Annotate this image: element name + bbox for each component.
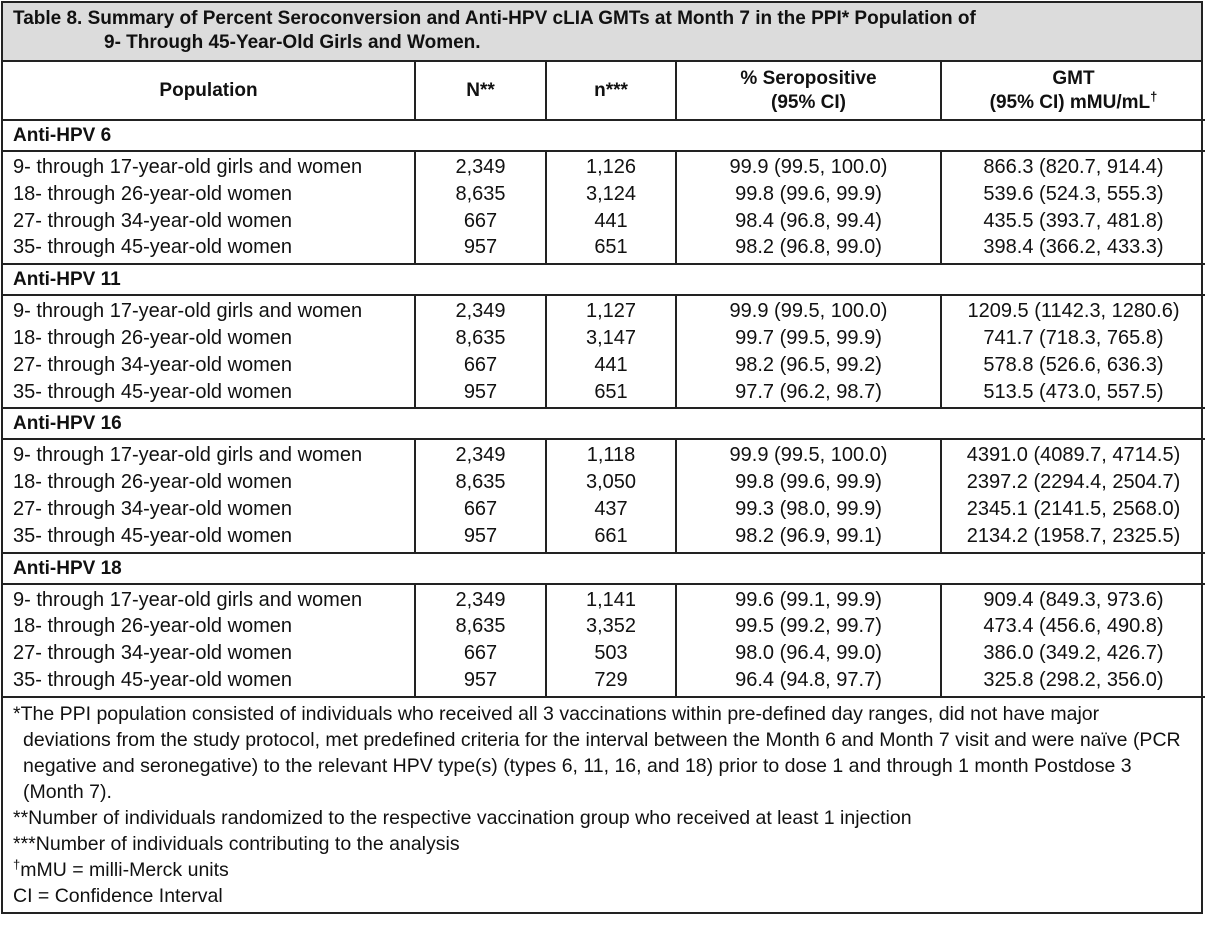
cell-gmt: 2134.2 (1958.7, 2325.5) <box>941 523 1205 553</box>
cell-n-small: 729 <box>546 667 676 697</box>
header-row <box>3 62 1205 120</box>
table-row <box>3 352 1205 379</box>
cell-population: 18- through 26-year-old women <box>3 325 415 352</box>
table-row <box>3 584 1205 614</box>
footnotes <box>3 698 1201 912</box>
cell-population: 27- through 34-year-old women <box>3 208 415 235</box>
table-row <box>3 439 1205 469</box>
cell-population: 35- through 45-year-old women <box>3 523 415 553</box>
cell-population: 35- through 45-year-old women <box>3 379 415 409</box>
cell-seropositive: 98.4 (96.8, 99.4) <box>676 208 941 235</box>
cell-n-big: 8,635 <box>415 181 546 208</box>
cell-n-big: 957 <box>415 523 546 553</box>
cell-n-small: 1,141 <box>546 584 676 614</box>
table-row <box>3 295 1205 325</box>
cell-population: 18- through 26-year-old women <box>3 469 415 496</box>
cell-gmt: 2397.2 (2294.4, 2504.7) <box>966 471 1181 494</box>
header-n-big: N** <box>415 62 546 120</box>
cell-n-big: 2,349 <box>415 439 546 469</box>
table-row <box>3 496 1205 523</box>
header-gmt: GMT (95% CI) mMU/mL† <box>941 62 1205 120</box>
cell-seropositive: 99.9 (99.5, 100.0) <box>676 151 941 181</box>
cell-gmt: 513.5 (473.0, 557.5) <box>941 379 1205 409</box>
seroconversion-table <box>3 62 1205 698</box>
group-label: Anti-HPV 11 <box>3 264 1205 295</box>
cell-gmt: 539.6 (524.3, 555.3) <box>983 182 1164 205</box>
table-row <box>3 151 1205 181</box>
table-title <box>3 3 1201 62</box>
cell-population: 9- through 17-year-old girls and women <box>3 439 415 469</box>
table-row <box>3 208 1205 235</box>
table-title-line2: 9- Through 45-Year-Old Girls and Women. <box>104 32 481 53</box>
table-row <box>3 469 1205 496</box>
cell-population: 18- through 26-year-old women <box>3 181 415 208</box>
cell-gmt: 909.4 (849.3, 973.6) <box>983 588 1164 611</box>
group-label: Anti-HPV 16 <box>3 408 1205 439</box>
cell-n-big: 2,349 <box>415 584 546 614</box>
cell-n-small: 441 <box>546 208 676 235</box>
table-title-line1: Table 8. Summary of Percent Seroconversion and Anti-HPV cLIA GMTs at Month 7 in the PPI* Population of <box>13 8 976 29</box>
footnote-n-big: **Number of individuals randomized to the respective vaccination group who received at least 1 injection <box>13 806 912 829</box>
cell-population: 9- through 17-year-old girls and women <box>3 295 415 325</box>
cell-population: 35- through 45-year-old women <box>3 234 415 264</box>
cell-seropositive: 99.3 (98.0, 99.9) <box>676 496 941 523</box>
table-row <box>3 325 1205 352</box>
cell-population: 27- through 34-year-old women <box>3 496 415 523</box>
cell-seropositive: 98.2 (96.9, 99.1) <box>676 523 941 553</box>
group-header-row <box>3 408 1205 439</box>
cell-seropositive: 99.5 (99.2, 99.7) <box>676 613 941 640</box>
cell-seropositive: 96.4 (94.8, 97.7) <box>676 667 941 697</box>
cell-n-big: 2,349 <box>415 295 546 325</box>
cell-n-small: 661 <box>546 523 676 553</box>
header-seropositive: % Seropositive (95% CI) <box>676 62 941 120</box>
cell-seropositive: 98.0 (96.4, 99.0) <box>676 640 941 667</box>
header-population: Population <box>3 62 415 120</box>
cell-seropositive: 99.8 (99.6, 99.9) <box>676 469 941 496</box>
cell-n-big: 667 <box>415 640 546 667</box>
cell-seropositive: 98.2 (96.8, 99.0) <box>676 234 941 264</box>
table-row <box>3 613 1205 640</box>
cell-n-small: 651 <box>546 379 676 409</box>
cell-population: 9- through 17-year-old girls and women <box>3 151 415 181</box>
table-row <box>3 379 1205 409</box>
cell-gmt: 398.4 (366.2, 433.3) <box>941 234 1205 264</box>
cell-n-big: 2,349 <box>415 151 546 181</box>
cell-n-big: 8,635 <box>415 613 546 640</box>
cell-n-big: 667 <box>415 352 546 379</box>
cell-n-big: 957 <box>415 234 546 264</box>
cell-n-big: 667 <box>415 208 546 235</box>
footnote-n-small: ***Number of individuals contributing to the analysis <box>13 832 460 855</box>
cell-n-big: 957 <box>415 667 546 697</box>
cell-n-small: 1,126 <box>546 151 676 181</box>
cell-seropositive: 98.2 (96.5, 99.2) <box>676 352 941 379</box>
footnote-ci: CI = Confidence Interval <box>13 884 223 907</box>
header-n-small: n*** <box>546 62 676 120</box>
cell-n-small: 651 <box>546 234 676 264</box>
cell-seropositive: 99.8 (99.6, 99.9) <box>676 181 941 208</box>
table-container <box>1 1 1203 914</box>
cell-population: 27- through 34-year-old women <box>3 352 415 379</box>
table-row <box>3 234 1205 264</box>
table-row <box>3 523 1205 553</box>
cell-n-small: 1,127 <box>546 295 676 325</box>
cell-gmt: 325.8 (298.2, 356.0) <box>941 667 1205 697</box>
group-label: Anti-HPV 6 <box>3 120 1205 151</box>
cell-gmt: 386.0 (349.2, 426.7) <box>983 642 1164 665</box>
table-row <box>3 181 1205 208</box>
cell-gmt: 741.7 (718.3, 765.8) <box>983 326 1164 349</box>
cell-n-small: 1,118 <box>546 439 676 469</box>
cell-population: 35- through 45-year-old women <box>3 667 415 697</box>
table-row <box>3 640 1205 667</box>
table-body <box>3 120 1205 697</box>
cell-seropositive: 99.6 (99.1, 99.9) <box>676 584 941 614</box>
cell-n-small: 503 <box>546 640 676 667</box>
cell-seropositive: 99.7 (99.5, 99.9) <box>676 325 941 352</box>
cell-seropositive: 99.9 (99.5, 100.0) <box>676 439 941 469</box>
group-header-row <box>3 264 1205 295</box>
cell-n-small: 441 <box>546 352 676 379</box>
cell-n-big: 8,635 <box>415 469 546 496</box>
cell-seropositive: 99.9 (99.5, 100.0) <box>676 295 941 325</box>
footnote-mmu: †mMU = milli-Merck units <box>13 856 229 881</box>
cell-gmt: 578.8 (526.6, 636.3) <box>983 353 1164 376</box>
cell-population: 27- through 34-year-old women <box>3 640 415 667</box>
cell-n-small: 3,050 <box>546 469 676 496</box>
cell-n-big: 667 <box>415 496 546 523</box>
table-row <box>3 667 1205 697</box>
footnote-ppi: *The PPI population consisted of individuals who received all 3 vaccinations within pre-defined day ranges, did not have major deviations from the study protocol, met predefined criteria for the interval between the Month 6 and Month 7 visit and were naïve (PCR negative and seronegative) to the relevant HPV type(s) (types 6, 11, 16, and 18) prior to dose 1 and through 1 month Postdose 3 (Month 7). <box>13 702 1181 803</box>
cell-population: 18- through 26-year-old women <box>3 613 415 640</box>
cell-gmt: 1209.5 (1142.3, 1280.6) <box>967 300 1180 323</box>
cell-n-small: 3,147 <box>546 325 676 352</box>
group-header-row <box>3 120 1205 151</box>
cell-gmt: 4391.0 (4089.7, 4714.5) <box>966 444 1181 467</box>
cell-n-small: 3,352 <box>546 613 676 640</box>
cell-n-small: 3,124 <box>546 181 676 208</box>
cell-n-big: 8,635 <box>415 325 546 352</box>
cell-seropositive: 97.7 (96.2, 98.7) <box>676 379 941 409</box>
cell-gmt: 2345.1 (2141.5, 2568.0) <box>966 497 1181 520</box>
cell-n-small: 437 <box>546 496 676 523</box>
group-label: Anti-HPV 18 <box>3 553 1205 584</box>
cell-gmt: 473.4 (456.6, 490.8) <box>983 615 1164 638</box>
cell-n-big: 957 <box>415 379 546 409</box>
group-header-row <box>3 553 1205 584</box>
cell-gmt: 866.3 (820.7, 914.4) <box>983 156 1164 178</box>
cell-population: 9- through 17-year-old girls and women <box>3 584 415 614</box>
cell-gmt: 435.5 (393.7, 481.8) <box>983 209 1164 232</box>
